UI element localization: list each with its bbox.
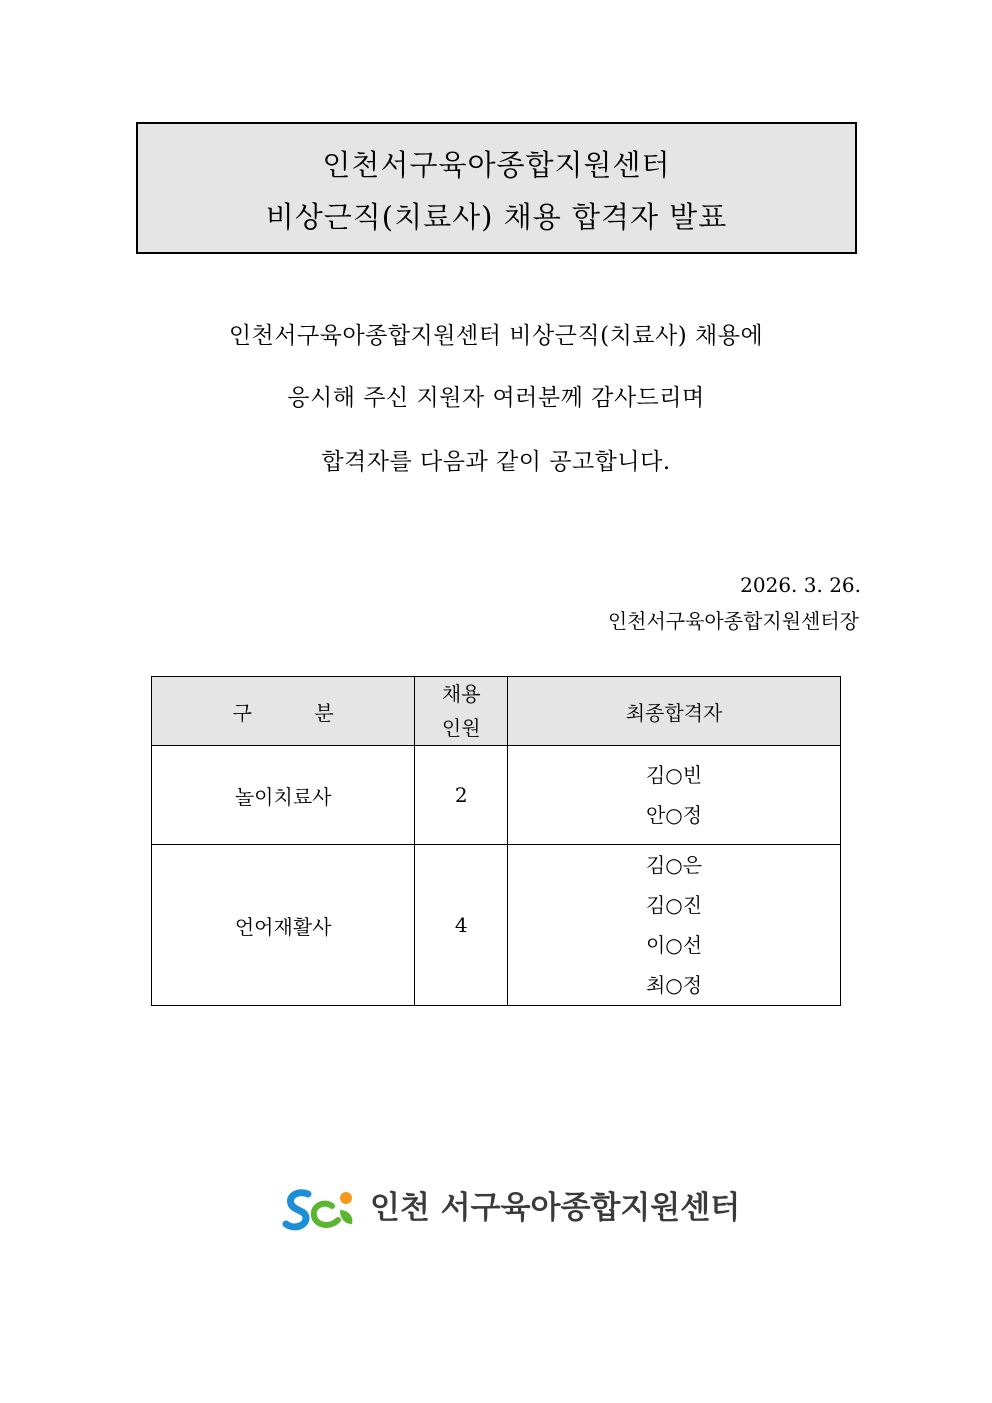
header-count-line1: 채용 <box>441 682 481 706</box>
table-header-row <box>152 677 841 746</box>
row-names <box>508 845 841 1006</box>
finalist-name: 안○정 <box>645 803 703 827</box>
result-table <box>151 676 841 1006</box>
signer: 인천서구육아종합지원센터장 <box>607 609 859 633</box>
header-count <box>415 677 508 746</box>
header-finalists <box>508 677 841 746</box>
body-line-3: 합격자를 다음과 같이 공고합니다. <box>321 449 671 475</box>
finalist-name: 김○은 <box>645 853 703 877</box>
title-box <box>136 122 857 254</box>
header-category-label: 구 분 <box>232 700 362 725</box>
finalist-name: 이○선 <box>645 933 703 957</box>
table-row <box>152 746 841 845</box>
center-logo <box>282 1184 741 1234</box>
row-category: 놀이치료사 <box>152 746 415 845</box>
title-line-2: 비상근직(치료사) 채용 합격자 발표 <box>265 200 728 234</box>
finalist-name: 김○빈 <box>645 763 703 787</box>
row-count: 2 <box>415 746 508 845</box>
title-line-1: 인천서구육아종합지원센터 <box>322 148 671 182</box>
body-line-2: 응시해 주신 지원자 여러분께 감사드리며 <box>287 385 705 411</box>
finalist-name: 최○정 <box>645 973 703 997</box>
table-row <box>152 845 841 1006</box>
body-line-1: 인천서구육아종합지원센터 비상근직(치료사) 채용에 <box>228 323 764 349</box>
finalist-name: 김○진 <box>645 893 703 917</box>
row-count: 4 <box>415 845 508 1006</box>
announcement-date: 2026. 3. 26. <box>740 573 861 597</box>
row-category: 언어재활사 <box>152 845 415 1006</box>
center-logo-icon <box>282 1184 358 1234</box>
row-names <box>508 746 841 845</box>
header-count-line2: 인원 <box>441 716 481 740</box>
center-logo-text: 인천 서구육아종합지원센터 <box>370 1190 741 1226</box>
header-finalists-label: 최종합격자 <box>625 700 723 725</box>
header-category <box>152 677 415 746</box>
